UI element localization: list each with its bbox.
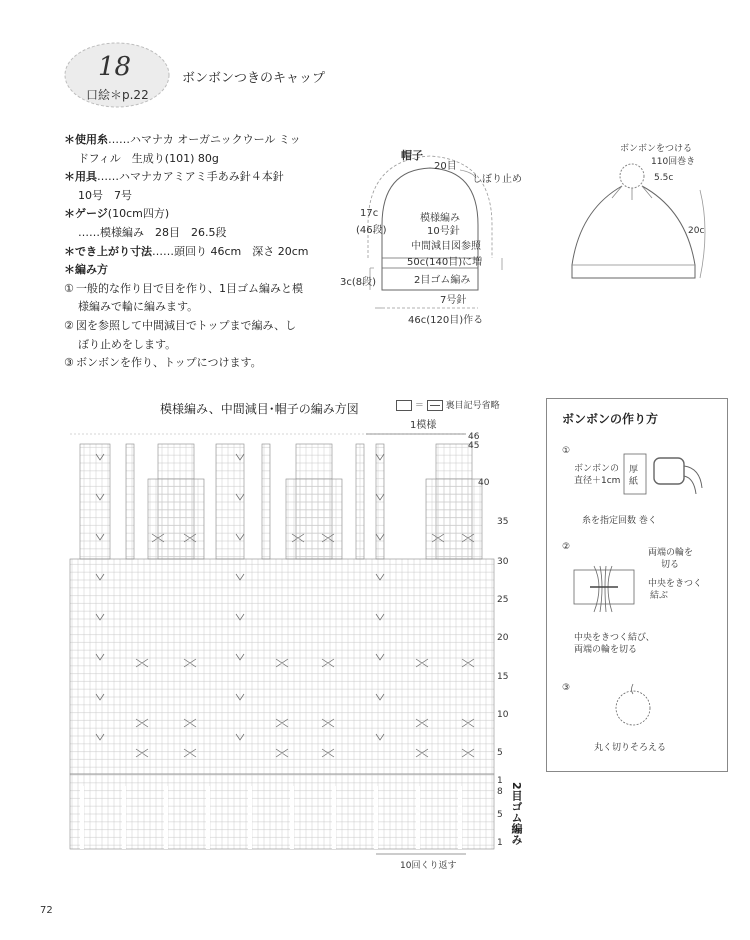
- knitting-chart: [66, 424, 509, 864]
- pompom-step-3-num: ③: [562, 683, 571, 693]
- pompom-step-2-note-1: 両端の輪を: [648, 548, 694, 558]
- pompom-step-2-caption-2: 両端の輪を切る: [574, 645, 638, 655]
- size-label: ＊でき上がり寸法: [64, 244, 152, 258]
- row-label-20: 20: [497, 633, 509, 643]
- pattern-reference: 口絵＊p.22: [86, 88, 149, 102]
- pompom-title: ボンボンの作り方: [562, 412, 659, 426]
- pattern-title: ボンボンつきのキャップ: [182, 71, 326, 86]
- hat-top-count: 20目: [434, 161, 457, 172]
- method-label: ＊編み方: [64, 263, 108, 277]
- hat-rib-height: 3c(8段): [340, 277, 377, 288]
- hat-increase: 50c(140目)に増: [407, 257, 483, 268]
- tools-text-2: 10号 7号: [78, 188, 132, 202]
- pompom-step-2-note-4: 結ぶ: [650, 591, 669, 601]
- row-label-45: 45: [468, 441, 480, 451]
- legend-equals: ＝: [414, 401, 424, 411]
- card-label-1: 厚: [629, 465, 639, 475]
- hat-body-ref: 中間減目図参照: [411, 241, 481, 252]
- legend-text: 裏目記号省略: [445, 401, 500, 411]
- hat-body-label: 模様編み: [420, 213, 460, 224]
- repeat-label: 1模様: [410, 420, 437, 431]
- pompom-step-1-num: ①: [562, 446, 571, 456]
- row-label-40: 40: [478, 478, 490, 488]
- gauge-label: ＊ゲージ: [64, 207, 108, 221]
- hat-rib-needle: 7号針: [440, 295, 467, 306]
- row-label-46: 46: [468, 432, 480, 442]
- symbol-legend: [396, 398, 500, 411]
- rib-repeat-label: 10回くり返す: [400, 861, 457, 871]
- yarn-text-2: ドフィル 生成り(101) 80g: [78, 151, 219, 165]
- step-1-num: ①: [64, 281, 74, 295]
- spec-block: [64, 131, 364, 373]
- tools-text-1: ……ハマナカアミアミ手あみ針４本針: [97, 170, 284, 184]
- yarn-label: ＊使用糸: [64, 133, 108, 146]
- hat-illustration: [560, 150, 710, 300]
- rib-side-label: 2目ゴム編み: [510, 782, 523, 845]
- pompom-step-1-text-2: 直径＋1cm: [574, 476, 621, 486]
- rib-row-label-5: 5: [497, 810, 503, 820]
- row-label-15: 15: [497, 672, 509, 682]
- tied-yarn-illustration: [572, 560, 642, 620]
- row-label-35: 35: [497, 517, 509, 527]
- step-3-num: ③: [64, 356, 74, 370]
- step-3-line-1: ボンボンを作り、トップにつけます。: [76, 356, 262, 370]
- gauge-value: ……模様編み 28目 26.5段: [78, 225, 227, 239]
- gauge-unit: (10cm四方): [107, 207, 170, 221]
- yarn-text-1: ……ハマナカ オーガニックウール ミッ: [108, 133, 301, 146]
- pompom-step-1-text-1: ボンボンの: [574, 464, 620, 474]
- row-label-10: 10: [497, 710, 509, 720]
- row-label-25: 25: [497, 595, 509, 605]
- pompom-wrap-note: 110回巻き: [651, 157, 696, 167]
- row-label-5: 5: [497, 748, 503, 758]
- hat-side-rows: (46段): [356, 225, 387, 236]
- step-2-line-2: ぼり止めをします。: [78, 337, 177, 351]
- hat-bottom: 46c(120目)作る: [408, 315, 484, 326]
- hat-height: 20c: [688, 226, 705, 236]
- pompom-step-2-caption-1: 中央をきつく結び、: [574, 633, 655, 643]
- step-2-line-1: 図を参照して中間減目でトップまで編み、し: [76, 318, 297, 332]
- row-label-1: 1: [497, 776, 503, 786]
- hat-diagram-title: 帽子: [401, 149, 423, 162]
- step-2-num: ②: [64, 318, 74, 332]
- page-number: 72: [40, 905, 53, 916]
- step-1-line-1: 一般的な作り目で目を作り、1目ゴム編みと模: [76, 281, 303, 295]
- pattern-number: 18: [98, 52, 132, 82]
- row-label-30: 30: [497, 557, 509, 567]
- pompom-step-1-caption: 糸を指定回数 巻く: [582, 516, 657, 526]
- size-value: ……頭回り 46cm 深さ 20cm: [152, 244, 309, 258]
- pompom-step-2-note-3: 中央をきつく: [648, 579, 703, 589]
- finished-pompom-illustration: [608, 680, 658, 730]
- pompom-step-3-caption: 丸く切りそろえる: [594, 743, 667, 753]
- card-label-2: 紙: [629, 477, 639, 487]
- pompom-step-2-note-2: 切る: [661, 560, 680, 570]
- tools-label: ＊用具: [64, 170, 97, 184]
- step-1-line-2: 様編みで輪に編みます。: [78, 300, 199, 314]
- hat-side-cm: 17c: [360, 208, 379, 219]
- hat-rib-label: 2目ゴム編み: [414, 275, 471, 286]
- pompom-attach-note: ボンボンをつける: [620, 144, 693, 154]
- rib-row-label-1: 1: [497, 838, 503, 848]
- pompom-step-2-num: ②: [562, 542, 571, 552]
- hat-body-needle: 10号針: [427, 226, 460, 237]
- chart-title: 模様編み、中間減目･帽子の編み方図: [160, 402, 359, 416]
- hat-top-note: しぼり止め: [472, 174, 522, 185]
- pompom-size: 5.5c: [654, 173, 674, 183]
- rib-row-label-8: 8: [497, 787, 503, 797]
